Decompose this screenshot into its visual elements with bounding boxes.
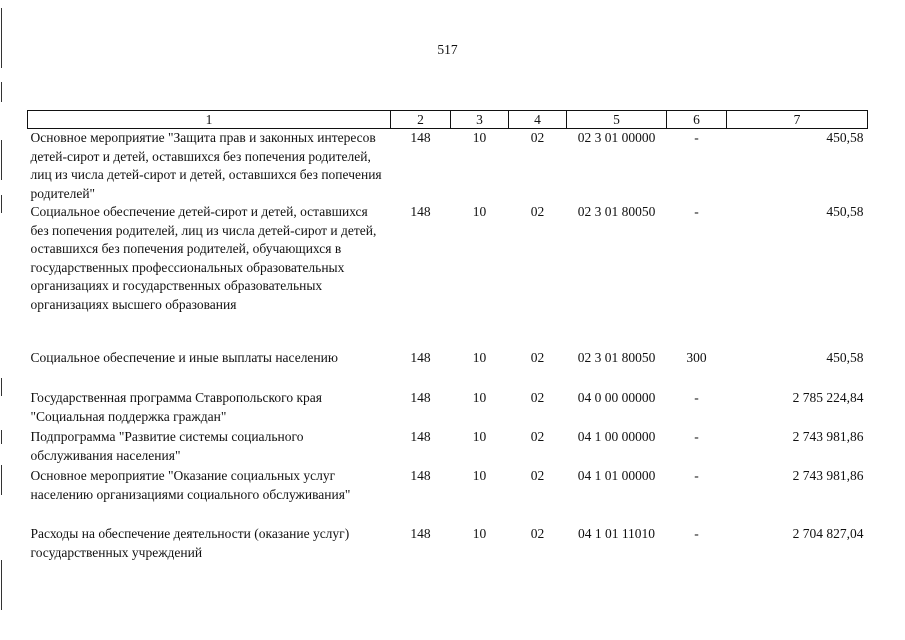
amount-value: 450,58 xyxy=(826,204,864,219)
subsection-code: 02 xyxy=(530,468,545,483)
section-code: 10 xyxy=(472,526,487,541)
target-article-code: 04 1 01 11010 xyxy=(577,526,656,541)
table-row xyxy=(28,203,868,349)
budget-table xyxy=(27,110,868,565)
section-code: 10 xyxy=(472,204,487,219)
column-header: 7 xyxy=(727,111,868,129)
expense-type-code: - xyxy=(694,390,699,405)
table-row xyxy=(28,349,868,389)
ministry-code: 148 xyxy=(410,204,431,219)
subsection-code: 02 xyxy=(530,350,545,365)
column-header: 1 xyxy=(28,111,391,129)
scan-edge-mark xyxy=(1,195,2,213)
ministry-code: 148 xyxy=(410,390,431,405)
scan-edge-mark xyxy=(1,378,2,396)
subsection-code: 02 xyxy=(530,390,545,405)
section-code: 10 xyxy=(472,130,487,145)
target-article-code: 02 3 01 80050 xyxy=(577,204,656,219)
section-code: 10 xyxy=(472,350,487,365)
expense-type-code: - xyxy=(694,130,699,145)
target-article-code: 04 0 00 00000 xyxy=(577,390,656,405)
subsection-code: 02 xyxy=(530,526,545,541)
subsection-code: 02 xyxy=(530,429,545,444)
target-article-code: 02 3 01 80050 xyxy=(577,350,656,365)
target-article-code: 02 3 01 00000 xyxy=(577,130,656,145)
amount-value: 450,58 xyxy=(826,350,864,365)
ministry-code: 148 xyxy=(410,429,431,444)
scan-edge-mark xyxy=(1,430,2,444)
table-row xyxy=(28,467,868,525)
amount-value: 450,58 xyxy=(826,130,864,145)
ministry-code: 148 xyxy=(410,468,431,483)
ministry-code: 148 xyxy=(410,526,431,541)
amount-value: 2 743 981,86 xyxy=(792,429,864,444)
table-row xyxy=(28,129,868,204)
amount-value: 2 704 827,04 xyxy=(792,526,864,541)
amount-value: 2 743 981,86 xyxy=(792,468,864,483)
target-article-code: 04 1 01 00000 xyxy=(577,468,656,483)
table-row xyxy=(28,525,868,565)
amount-value: 2 785 224,84 xyxy=(792,390,864,405)
row-description: Государственная программа Ставропольского края "Социальная поддержка граждан" xyxy=(30,390,322,424)
column-header: 4 xyxy=(509,111,567,129)
row-description: Подпрограмма "Развитие системы социального обслуживания населения" xyxy=(30,429,304,463)
table-header-row xyxy=(28,111,868,129)
row-description: Основное мероприятие "Защита прав и законных интересов детей-сирот и детей, оставшихся без попечения родителей, лиц из числа детей-сирот и детей, оставшихся без попечения родителей" xyxy=(30,130,382,201)
scan-edge-mark xyxy=(1,140,2,180)
expense-type-code: 300 xyxy=(686,350,707,365)
page-number: 517 xyxy=(437,42,458,57)
section-code: 10 xyxy=(472,390,487,405)
section-code: 10 xyxy=(472,429,487,444)
ministry-code: 148 xyxy=(410,350,431,365)
subsection-code: 02 xyxy=(530,204,545,219)
section-code: 10 xyxy=(472,468,487,483)
expense-type-code: - xyxy=(694,204,699,219)
row-description: Социальное обеспечение детей-сирот и детей, оставшихся без попечения родителей, лиц из числа детей-сирот и детей, оставшихся без попечения родителей, обучающихся в государственных профессиональных образовательных организациях и государственных образовательных организациях высшего образования xyxy=(30,204,377,312)
expense-type-code: - xyxy=(694,468,699,483)
scan-edge-mark xyxy=(1,465,2,495)
expense-type-code: - xyxy=(694,429,699,444)
expense-type-code: - xyxy=(694,526,699,541)
ministry-code: 148 xyxy=(410,130,431,145)
table-row xyxy=(28,428,868,467)
subsection-code: 02 xyxy=(530,130,545,145)
target-article-code: 04 1 00 00000 xyxy=(577,429,656,444)
column-header: 2 xyxy=(391,111,451,129)
scan-edge-mark xyxy=(1,8,2,68)
scan-edge-mark xyxy=(1,82,2,102)
row-description: Расходы на обеспечение деятельности (оказание услуг) государственных учреждений xyxy=(30,526,350,560)
column-header: 3 xyxy=(451,111,509,129)
table-row xyxy=(28,389,868,428)
column-header: 5 xyxy=(567,111,667,129)
row-description: Основное мероприятие "Оказание социальных услуг населению организациями социального обслуживания" xyxy=(30,468,351,502)
scan-edge-mark xyxy=(1,560,2,610)
column-header: 6 xyxy=(667,111,727,129)
row-description: Социальное обеспечение и иные выплаты населению xyxy=(30,350,338,365)
